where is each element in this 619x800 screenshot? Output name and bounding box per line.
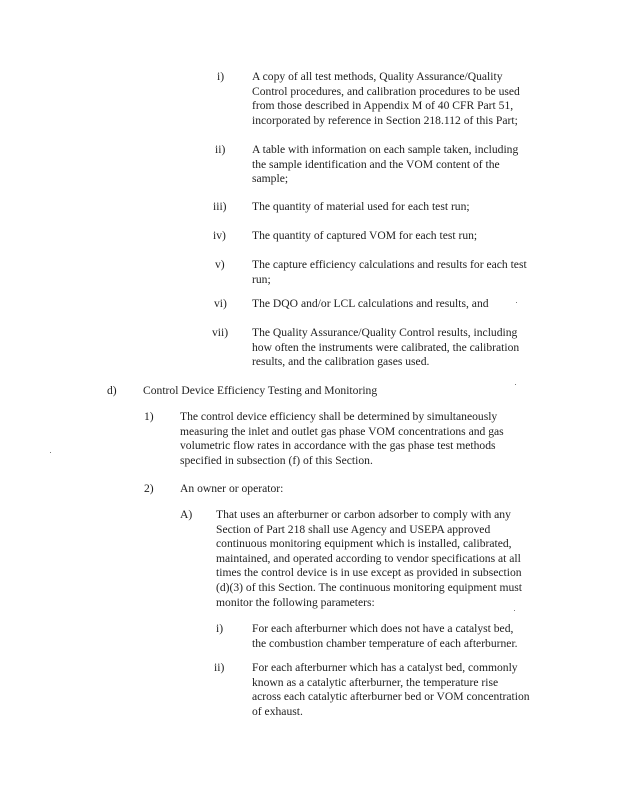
item-2-text — [180, 482, 283, 497]
scan-speck — [515, 384, 516, 385]
item-vi-text — [252, 297, 489, 312]
item-1-line: measuring the inlet and outlet gas phase VOM concentrations and gas — [180, 424, 504, 438]
item-A-line: That uses an afterburner or carbon adsorber to comply with any — [216, 508, 511, 521]
item-i-text — [252, 70, 520, 128]
item-vii-marker: vii) — [212, 326, 229, 339]
item-i-line: incorporated by reference in Section 218.112 of this Part; — [252, 113, 518, 127]
item-A-line: monitor the following parameters: — [216, 595, 375, 609]
item-i-marker: i) — [217, 70, 225, 83]
section-d-marker: d) — [107, 384, 117, 397]
item-ii-line: the sample identification and the VOM content of the — [252, 157, 500, 171]
item-2-line: An owner or operator: — [180, 482, 284, 495]
item-ii-marker: ii) — [215, 143, 226, 156]
item-1-line: volumetric flow rates in accordance with the gas phase test methods — [180, 439, 496, 453]
item-A-line: (d)(3) of this Section. The continuous monitoring equipment must — [216, 580, 523, 594]
item-vi-line: The DQO and/or LCL calculations and results, and — [252, 297, 489, 310]
item-A-text — [216, 508, 522, 610]
item-A-ii-marker: ii) — [214, 661, 225, 674]
item-i-line: Control procedures, and calibration procedures to be used — [252, 84, 520, 98]
item-2-marker: 2) — [144, 482, 154, 495]
item-A-line: maintained, and operated according to vendor specifications at all — [216, 551, 521, 565]
item-A-i-text — [252, 622, 518, 651]
item-A-line: Section of Part 218 shall use Agency and USEPA approved — [216, 522, 491, 536]
item-v-line: The capture efficiency calculations and results for each test — [252, 258, 527, 271]
item-vii-line: how often the instruments were calibrated, the calibration — [252, 340, 520, 354]
item-A-i-line: For each afterburner which does not have a catalyst bed, — [252, 622, 514, 635]
item-v-text — [252, 258, 527, 287]
item-1-marker: 1) — [144, 410, 154, 423]
item-iv-text — [252, 229, 477, 244]
item-vi-marker: vi) — [214, 297, 227, 310]
section-d-heading — [143, 384, 377, 399]
scan-speck — [50, 452, 51, 453]
item-v-marker: v) — [215, 258, 225, 271]
item-A-ii-line: of exhaust. — [252, 704, 303, 718]
item-iii-marker: iii) — [213, 200, 227, 213]
item-iii-line: The quantity of material used for each test run; — [252, 200, 470, 213]
item-A-line: times the control device is in use except as provided in subsection — [216, 566, 522, 580]
item-vii-line: The Quality Assurance/Quality Control results, including — [252, 326, 518, 339]
section-d-heading-text: Control Device Efficiency Testing and Monitoring — [143, 384, 378, 397]
item-A-i-line: the combustion chamber temperature of each afterburner. — [252, 636, 518, 650]
item-1-line: The control device efficiency shall be determined by simultaneously — [180, 410, 498, 423]
item-iv-marker: iv) — [213, 229, 226, 242]
scan-speck — [516, 302, 517, 303]
item-i-line: from those described in Appendix M of 40 CFR Part 51, — [252, 99, 514, 113]
item-ii-line: sample; — [252, 172, 289, 186]
item-ii-text — [252, 143, 518, 187]
item-i-line: A copy of all test methods, Quality Assurance/Quality — [252, 70, 503, 83]
item-A-ii-line: For each afterburner which has a catalyst bed, commonly — [252, 661, 518, 674]
item-vii-text — [252, 326, 519, 370]
item-iv-line: The quantity of captured VOM for each test run; — [252, 229, 478, 242]
item-A-ii-line: known as a catalytic afterburner, the temperature rise — [252, 675, 499, 689]
item-A-ii-text — [252, 661, 530, 719]
item-A-ii-line: across each catalytic afterburner bed or VOM concentration — [252, 690, 530, 704]
item-iii-text — [252, 200, 470, 215]
item-1-line: specified in subsection (f) of this Section. — [180, 453, 373, 467]
item-vii-line: results, and the calibration gases used. — [252, 355, 430, 369]
item-ii-line: A table with information on each sample taken, including — [252, 143, 519, 156]
scan-speck — [514, 610, 515, 611]
item-1-text — [180, 410, 504, 468]
item-A-line: continuous monitoring equipment which is installed, calibrated, — [216, 537, 512, 551]
item-A-i-marker: i) — [216, 622, 224, 635]
item-v-line: run; — [252, 272, 271, 286]
item-A-marker: A) — [180, 508, 193, 521]
